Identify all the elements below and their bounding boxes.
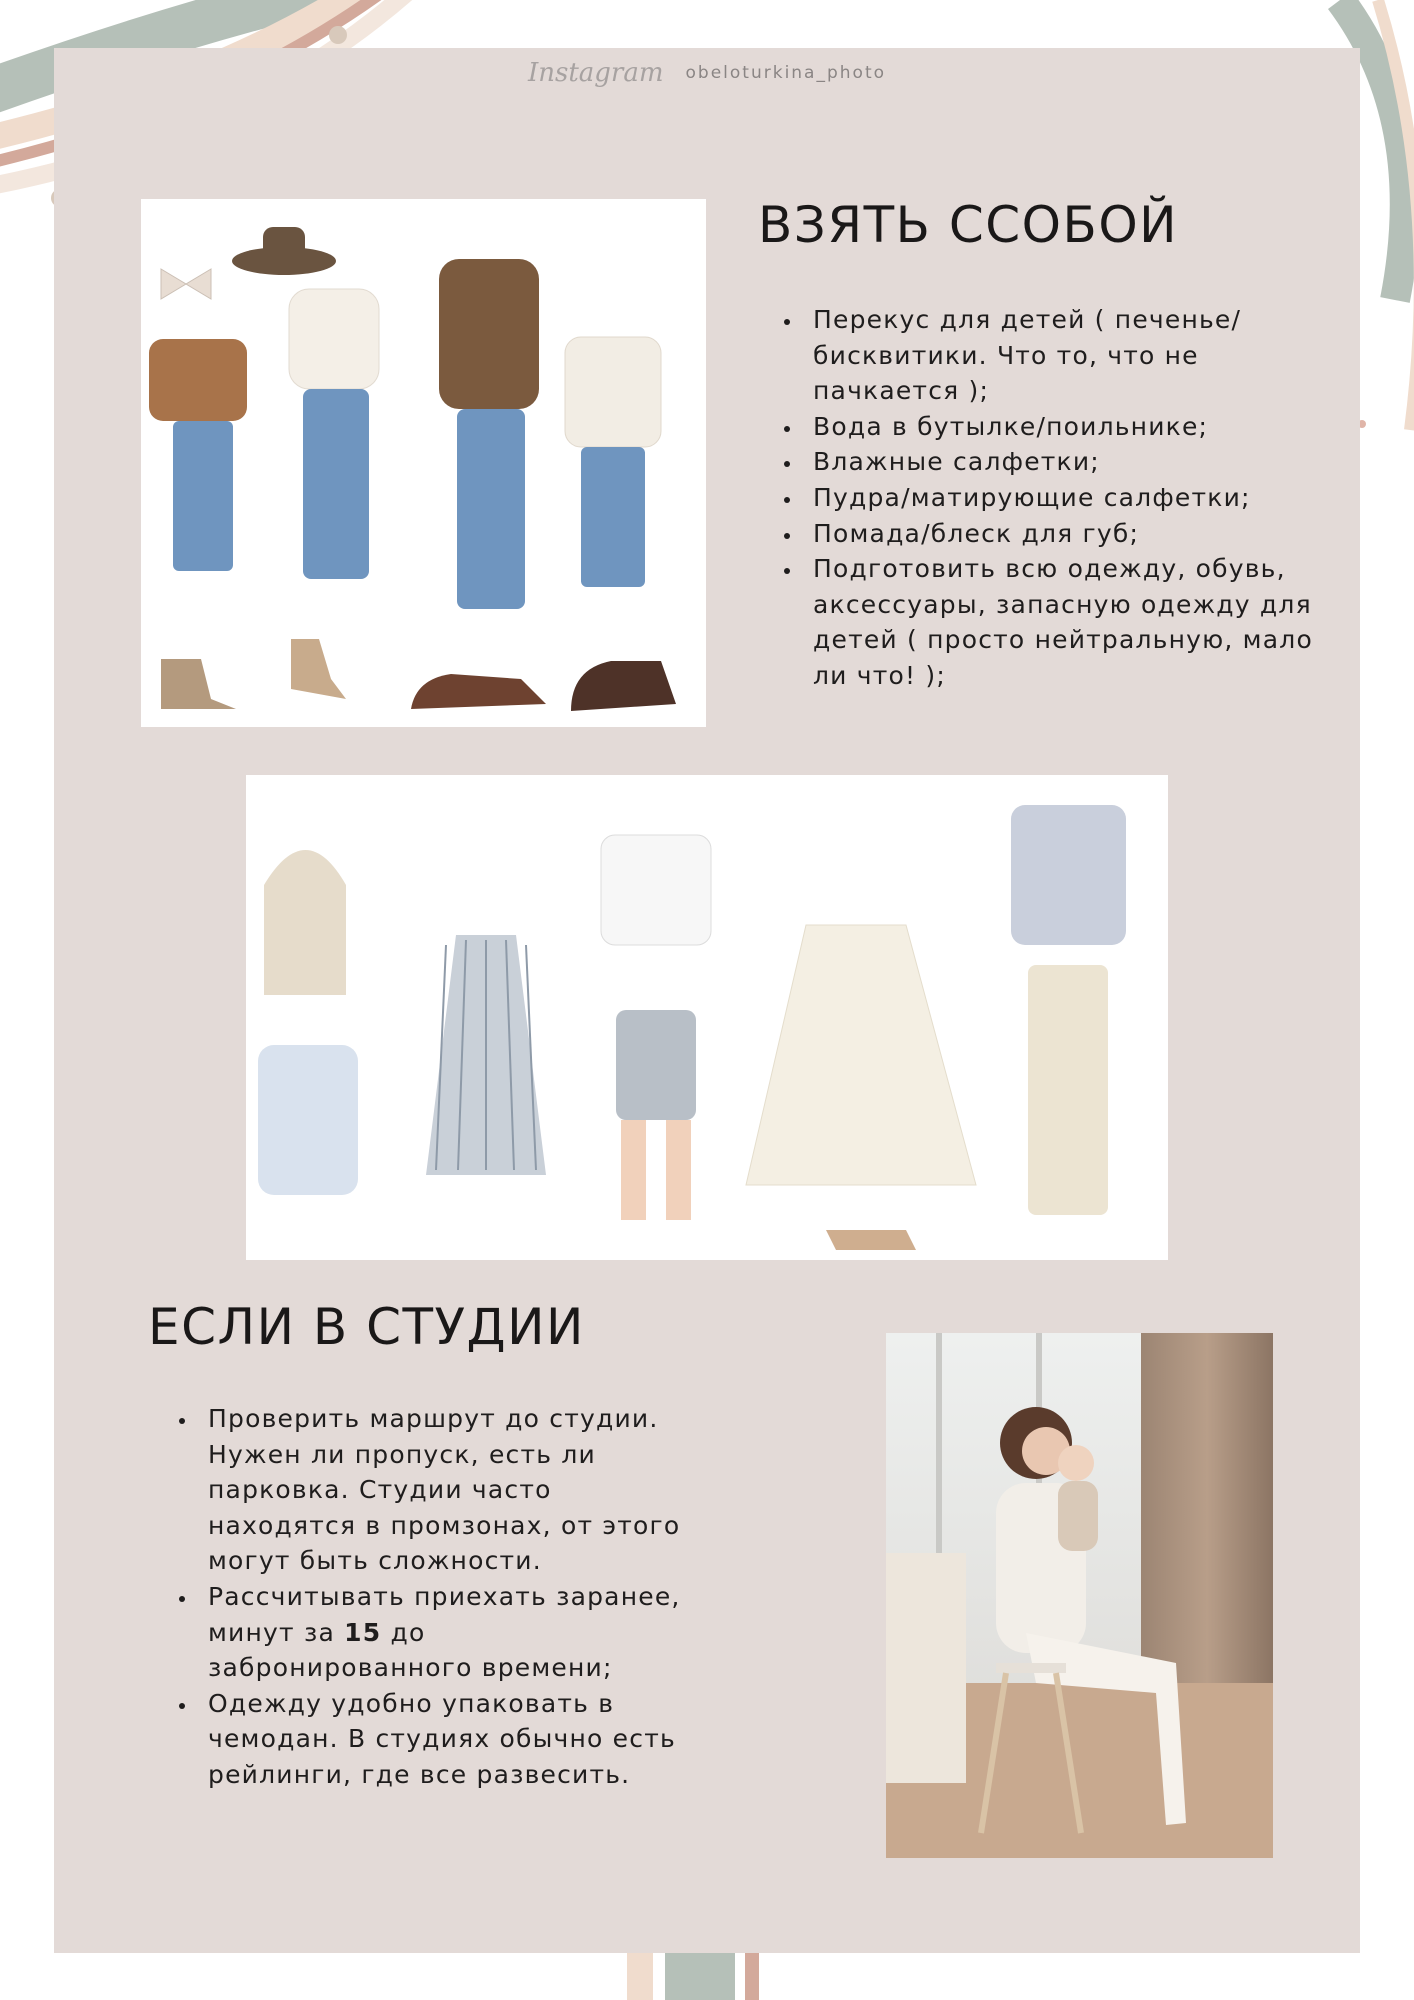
studio-photo-illustration (886, 1333, 1273, 1858)
page-header (0, 58, 1414, 88)
summer-outfits-image (246, 775, 1168, 1260)
list-item-text: до забронированного времени; (208, 1617, 613, 1683)
studio-list (170, 1401, 698, 1793)
minutes-number: 15 (344, 1617, 382, 1647)
family-outfits-illustration (141, 199, 706, 727)
list-item: • Проверить маршрут до студии. Нужен ли пропуск, есть ли парковка. Студии часто находятся в промзонах, от этого могут быть сложности. (198, 1401, 698, 1579)
list-item: • Пудра/матирующие салфетки; (803, 480, 1323, 516)
list-item: • Подготовить всю одежду, обувь, аксессуары, запасную одежду для детей ( просто нейтральную, мало ли что! ); (803, 551, 1323, 693)
instagram-handle: obeloturkina_photo (685, 63, 887, 83)
section-title-studio: ЕСЛИ В СТУДИИ (148, 1298, 585, 1356)
family-outfits-image (141, 199, 706, 727)
list-item (198, 1579, 698, 1686)
list-item: • Помада/блеск для губ; (803, 516, 1323, 552)
list-item: • Перекус для детей ( печенье/ бисквитики. Что то, что не пачкается ); (803, 302, 1323, 409)
list-item: • Вода в бутылке/поильнике; (803, 409, 1323, 445)
list-item-text: Рассчитывать приехать заранее, минут за (208, 1581, 681, 1647)
section-title-take-with: ВЗЯТЬ ССОБОЙ (758, 196, 1179, 254)
list-item: • Влажные салфетки; (803, 444, 1323, 480)
instagram-logo: Instagram (527, 58, 664, 88)
take-with-list (775, 302, 1323, 694)
summer-outfits-illustration (246, 775, 1168, 1260)
list-item: • Одежду удобно упаковать в чемодан. В студиях обычно есть рейлинги, где все развесить. (198, 1686, 698, 1793)
studio-photo (886, 1333, 1273, 1858)
